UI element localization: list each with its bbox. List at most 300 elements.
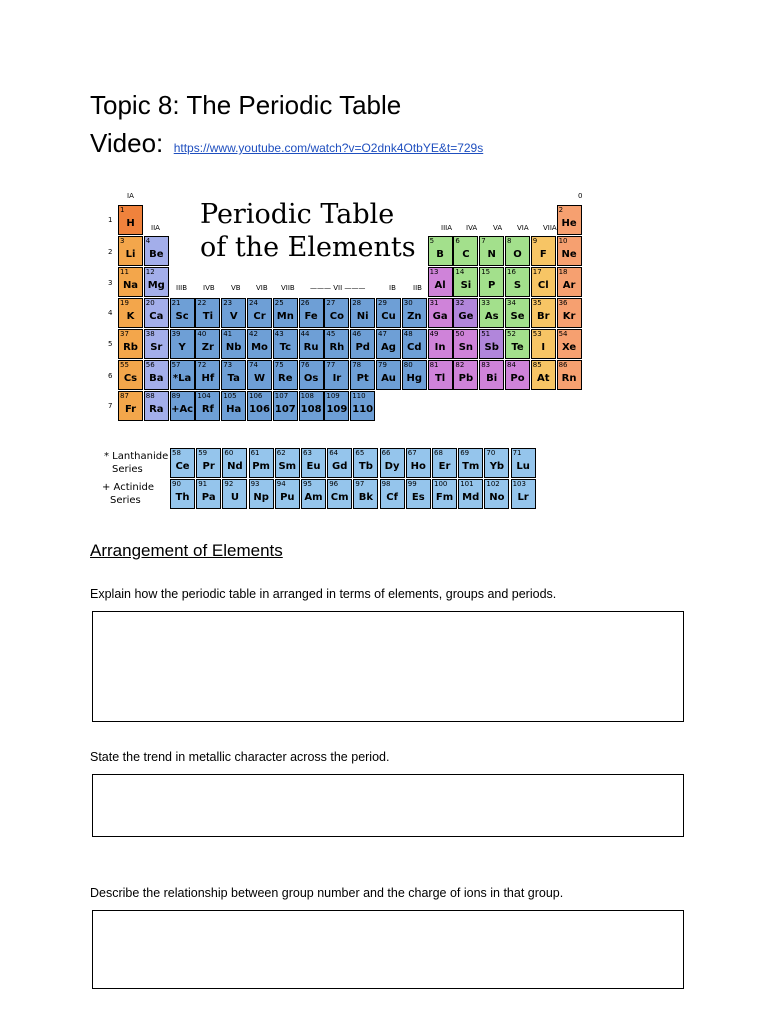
actinide-cell — [222, 479, 247, 509]
element-symbol: Se — [510, 311, 525, 322]
element-cell — [350, 360, 375, 390]
element-cell — [479, 298, 504, 328]
element-symbol: Fr — [124, 404, 137, 415]
element-cell — [505, 298, 530, 328]
atomic-number: 44 — [300, 330, 310, 338]
atomic-number: 77 — [326, 361, 336, 369]
element-symbol: Co — [329, 311, 344, 322]
lanthanide-cell — [196, 448, 221, 478]
actinide-cell — [301, 479, 326, 509]
element-symbol: As — [484, 311, 499, 322]
element-symbol: Pm — [252, 461, 270, 472]
period-label-3: 3 — [108, 279, 113, 287]
element-symbol: Ti — [202, 311, 214, 322]
atomic-number: 75 — [274, 361, 284, 369]
element-symbol: Ne — [561, 249, 577, 260]
element-symbol: He — [561, 218, 577, 229]
periodic-table-title-line2: of the Elements — [200, 232, 416, 263]
atomic-number: 70 — [486, 449, 496, 457]
lanthanide-cell — [327, 448, 352, 478]
atomic-number: 15 — [481, 268, 491, 276]
atomic-number: 6 — [455, 237, 460, 245]
element-symbol: Ni — [356, 311, 369, 322]
atomic-number: 67 — [407, 449, 417, 457]
element-symbol: Cd — [407, 342, 422, 353]
element-cell — [144, 298, 169, 328]
atomic-number: 28 — [352, 299, 362, 307]
atomic-number: 65 — [355, 449, 365, 457]
atomic-number: 87 — [120, 392, 129, 400]
atomic-number: 20 — [145, 299, 155, 307]
element-symbol: +Ac — [171, 404, 194, 415]
page-title: Topic 8: The Periodic Table — [90, 90, 402, 120]
atomic-number: 105 — [223, 392, 237, 400]
element-cell — [170, 360, 195, 390]
atomic-number: 32 — [455, 299, 465, 307]
atomic-number: 53 — [532, 330, 542, 338]
atomic-number: 22 — [197, 299, 207, 307]
element-symbol: Pd — [355, 342, 370, 353]
element-cell — [118, 267, 143, 297]
element-cell — [118, 329, 143, 359]
element-symbol: *La — [172, 373, 192, 384]
atomic-number: 11 — [120, 268, 129, 276]
group-label-7: VIIB — [281, 284, 295, 292]
period-label-5: 5 — [108, 340, 113, 348]
element-cell — [428, 360, 453, 390]
atomic-number: 5 — [429, 237, 435, 245]
element-cell — [221, 329, 246, 359]
period-label-7: 7 — [108, 402, 113, 410]
element-symbol: U — [230, 492, 239, 503]
element-cell — [247, 360, 272, 390]
atomic-number: 63 — [303, 449, 312, 457]
element-symbol: Sr — [150, 342, 163, 353]
element-symbol: 108 — [300, 404, 322, 415]
atomic-number: 72 — [197, 361, 207, 369]
period-label-1: 1 — [108, 216, 113, 224]
element-symbol: Ho — [410, 461, 426, 472]
element-symbol: Np — [253, 492, 269, 503]
group-label-8-10: ——— VII ——— — [310, 284, 366, 292]
lanthanide-label-line2: Series — [112, 464, 143, 475]
element-cell — [144, 360, 169, 390]
atomic-number: 108 — [300, 392, 314, 400]
question-1: Explain how the periodic table in arranged in terms of elements, groups and periods. — [90, 587, 557, 601]
atomic-number: 99 — [407, 480, 417, 488]
element-cell — [531, 236, 556, 266]
element-symbol: Ru — [303, 342, 319, 353]
atomic-number: 101 — [460, 480, 474, 488]
element-symbol: Zr — [201, 342, 214, 353]
element-cell — [118, 298, 143, 328]
atomic-number: 90 — [172, 480, 181, 488]
element-symbol: Rf — [201, 404, 214, 415]
atomic-number: 100 — [434, 480, 448, 488]
atomic-number: 74 — [249, 361, 258, 369]
atomic-number: 92 — [224, 480, 234, 488]
element-cell — [324, 391, 349, 421]
element-symbol: No — [489, 492, 505, 503]
element-symbol: Md — [462, 492, 480, 503]
element-cell — [479, 236, 504, 266]
atomic-number: 76 — [300, 361, 310, 369]
group-label-13: IIIA — [441, 224, 452, 232]
element-cell — [170, 391, 195, 421]
atomic-number: 81 — [429, 361, 439, 369]
element-symbol: Ga — [432, 311, 448, 322]
element-symbol: V — [229, 311, 238, 322]
element-symbol: C — [462, 249, 470, 260]
section-heading: Arrangement of Elements — [90, 541, 283, 560]
element-symbol: Br — [537, 311, 550, 322]
atomic-number: 52 — [507, 330, 516, 338]
lanthanide-cell — [432, 448, 457, 478]
element-symbol: Kr — [562, 311, 576, 322]
element-cell — [299, 329, 324, 359]
actinide-cell — [353, 479, 378, 509]
element-cell — [428, 267, 453, 297]
element-symbol: Be — [149, 249, 164, 260]
element-cell — [557, 298, 582, 328]
element-cell — [221, 360, 246, 390]
actinide-cell — [249, 479, 274, 509]
element-cell — [273, 391, 298, 421]
atomic-number: 3 — [120, 237, 125, 245]
atomic-number: 24 — [249, 299, 258, 307]
atomic-number: 40 — [197, 330, 207, 338]
element-symbol: Mo — [251, 342, 268, 353]
element-symbol: Hf — [201, 373, 215, 384]
element-symbol: B — [436, 249, 444, 260]
element-symbol: Fe — [304, 311, 318, 322]
group-label-5: VB — [231, 284, 241, 292]
atomic-number: 71 — [512, 449, 522, 457]
actinide-cell — [458, 479, 483, 509]
element-symbol: Ir — [332, 373, 342, 384]
periodic-table-title — [200, 198, 416, 264]
element-cell — [376, 329, 401, 359]
element-symbol: Bi — [486, 373, 498, 384]
atomic-number: 26 — [300, 299, 310, 307]
element-cell — [299, 298, 324, 328]
element-symbol: I — [541, 342, 546, 353]
atomic-number: 97 — [355, 480, 365, 488]
group-label-15: VA — [493, 224, 503, 232]
answer-box-3[interactable] — [92, 910, 684, 989]
element-symbol: Tc — [279, 342, 291, 353]
atomic-number: 93 — [250, 480, 260, 488]
answer-box-1[interactable] — [92, 611, 684, 722]
element-cell — [195, 298, 220, 328]
element-symbol: P — [488, 280, 496, 291]
element-symbol: F — [539, 249, 547, 260]
atomic-number: 2 — [558, 206, 564, 214]
atomic-number: 94 — [276, 480, 286, 488]
element-cell — [402, 360, 427, 390]
element-symbol: Sc — [175, 311, 189, 322]
element-cell — [273, 329, 298, 359]
atomic-number: 12 — [145, 268, 155, 276]
atomic-number: 60 — [224, 449, 234, 457]
element-symbol: Cf — [386, 492, 398, 503]
atomic-number: 18 — [558, 268, 568, 276]
element-symbol: O — [513, 249, 522, 260]
actinide-cell — [275, 479, 300, 509]
atomic-number: 27 — [326, 299, 336, 307]
element-cell — [221, 391, 246, 421]
atomic-number: 56 — [145, 361, 155, 369]
element-symbol: Sb — [484, 342, 499, 353]
atomic-number: 39 — [171, 330, 181, 338]
element-cell — [505, 360, 530, 390]
element-cell — [505, 236, 530, 266]
actinide-label-line1: + Actinide — [102, 482, 155, 493]
element-cell — [118, 391, 143, 421]
element-cell — [557, 360, 582, 390]
element-cell — [453, 329, 478, 359]
atomic-number: 88 — [145, 392, 155, 400]
atomic-number: 107 — [274, 392, 289, 400]
element-cell — [195, 391, 220, 421]
element-cell — [557, 236, 582, 266]
element-cell — [376, 298, 401, 328]
atomic-number: 45 — [326, 330, 336, 338]
element-cell — [299, 360, 324, 390]
periodic-table-title-line1: Periodic Table — [200, 199, 395, 230]
atomic-number: 73 — [223, 361, 233, 369]
element-symbol: Li — [125, 249, 136, 260]
element-cell — [453, 298, 478, 328]
element-cell — [299, 391, 324, 421]
element-symbol: S — [513, 280, 522, 291]
atomic-number: 69 — [460, 449, 470, 457]
element-symbol: Ar — [562, 280, 576, 291]
element-symbol: Eu — [306, 461, 321, 472]
element-cell — [144, 236, 169, 266]
element-symbol: Ag — [381, 342, 396, 353]
atomic-number: 58 — [172, 449, 181, 457]
element-symbol: Hg — [406, 373, 423, 384]
element-cell — [195, 329, 220, 359]
element-cell — [273, 298, 298, 328]
element-symbol: 110 — [352, 404, 374, 415]
element-cell — [324, 360, 349, 390]
element-symbol: Ta — [227, 373, 240, 384]
actinide-cell — [196, 479, 221, 509]
element-cell — [350, 298, 375, 328]
period-label-6: 6 — [108, 372, 113, 380]
lanthanide-cell — [458, 448, 483, 478]
atomic-number: 80 — [403, 361, 413, 369]
element-cell — [324, 298, 349, 328]
element-symbol: Nd — [227, 461, 243, 472]
atomic-number: 110 — [352, 392, 366, 400]
element-cell — [531, 267, 556, 297]
atomic-number: 46 — [352, 330, 362, 338]
lanthanide-cell — [301, 448, 326, 478]
group-label-2: IIA — [151, 224, 160, 232]
element-symbol: Pa — [201, 492, 216, 503]
atomic-number: 42 — [249, 330, 258, 338]
atomic-number: 25 — [274, 299, 284, 307]
element-cell — [247, 329, 272, 359]
lanthanide-cell — [511, 448, 536, 478]
video-link[interactable]: https://www.youtube.com/watch?v=O2dnk4OtbYE&t=729s — [173, 141, 484, 155]
atomic-number: 84 — [507, 361, 516, 369]
element-symbol: Yb — [489, 461, 505, 472]
element-cell — [453, 267, 478, 297]
element-cell — [350, 391, 375, 421]
lanthanide-label-line1: * Lanthanide — [104, 451, 169, 462]
element-cell — [479, 360, 504, 390]
lanthanide-cell — [406, 448, 431, 478]
atomic-number: 7 — [481, 237, 486, 245]
element-cell — [118, 360, 143, 390]
lanthanide-cell — [170, 448, 195, 478]
element-symbol: Mg — [147, 280, 165, 291]
element-symbol: Ra — [149, 404, 164, 415]
atomic-number: 36 — [558, 299, 568, 307]
video-line — [90, 128, 483, 159]
element-symbol: Tl — [434, 373, 446, 384]
atomic-number: 55 — [120, 361, 129, 369]
group-label-3: IIIB — [176, 284, 187, 292]
element-symbol: 109 — [326, 404, 348, 415]
atomic-number: 1 — [120, 206, 125, 214]
group-label-17: VIIA — [543, 224, 557, 232]
atomic-number: 31 — [429, 299, 439, 307]
element-symbol: Po — [510, 373, 525, 384]
element-cell — [505, 267, 530, 297]
element-symbol: Cs — [123, 373, 138, 384]
element-symbol: 107 — [274, 404, 296, 415]
element-cell — [428, 298, 453, 328]
atomic-number: 48 — [403, 330, 413, 338]
element-symbol: Pb — [458, 373, 474, 384]
element-symbol: Cl — [537, 280, 549, 291]
atomic-number: 54 — [558, 330, 568, 338]
element-symbol: 106 — [249, 404, 270, 415]
group-label-18: 0 — [578, 192, 583, 200]
element-cell — [247, 391, 272, 421]
atomic-number: 23 — [223, 299, 233, 307]
element-cell — [479, 329, 504, 359]
atomic-number: 4 — [145, 237, 151, 245]
atomic-number: 29 — [378, 299, 387, 307]
element-symbol: Te — [511, 342, 524, 353]
atomic-number: 51 — [481, 330, 491, 338]
atomic-number: 86 — [558, 361, 568, 369]
element-symbol: Th — [175, 492, 190, 503]
element-symbol: Dy — [384, 461, 400, 472]
element-cell — [557, 267, 582, 297]
atomic-number: 9 — [532, 237, 538, 245]
element-symbol: Lu — [516, 461, 530, 472]
video-label: Video: — [90, 128, 164, 158]
atomic-number: 10 — [558, 237, 568, 245]
element-cell — [531, 329, 556, 359]
atomic-number: 98 — [381, 480, 391, 488]
lanthanide-series-label — [104, 450, 168, 476]
element-cell — [557, 205, 582, 235]
element-symbol: Au — [381, 373, 396, 384]
atomic-number: 82 — [455, 361, 465, 369]
atomic-number: 96 — [329, 480, 339, 488]
element-symbol: Cu — [381, 311, 396, 322]
atomic-number: 102 — [486, 480, 500, 488]
atomic-number: 66 — [381, 449, 391, 457]
element-cell — [479, 267, 504, 297]
element-symbol: Fm — [435, 492, 454, 503]
atomic-number: 61 — [250, 449, 260, 457]
element-cell — [273, 360, 298, 390]
element-cell — [324, 329, 349, 359]
atomic-number: 35 — [532, 299, 542, 307]
element-symbol: At — [537, 373, 550, 384]
group-label-1: IA — [127, 192, 134, 200]
element-symbol: Am — [304, 492, 323, 503]
atomic-number: 37 — [120, 330, 129, 338]
element-cell — [170, 329, 195, 359]
atomic-number: 34 — [507, 299, 516, 307]
actinide-series-label — [102, 481, 154, 507]
element-symbol: Re — [278, 373, 293, 384]
actinide-cell — [484, 479, 509, 509]
element-symbol: Gd — [332, 461, 348, 472]
atomic-number: 17 — [532, 268, 542, 276]
element-symbol: Cr — [253, 311, 266, 322]
element-symbol: Nb — [225, 342, 242, 353]
atomic-number: 104 — [197, 392, 211, 400]
atomic-number: 47 — [378, 330, 387, 338]
question-3: Describe the relationship between group number and the charge of ions in that group. — [90, 886, 564, 900]
atomic-number: 43 — [274, 330, 284, 338]
element-cell — [531, 298, 556, 328]
element-symbol: H — [126, 218, 135, 229]
element-symbol: Lr — [517, 492, 529, 503]
actinide-cell — [327, 479, 352, 509]
element-cell — [350, 329, 375, 359]
element-symbol: Rh — [329, 342, 345, 353]
answer-box-2[interactable] — [92, 774, 684, 837]
lanthanide-cell — [380, 448, 405, 478]
element-symbol: Sn — [458, 342, 474, 353]
element-symbol: Os — [303, 373, 319, 384]
atomic-number: 33 — [481, 299, 491, 307]
element-cell — [557, 329, 582, 359]
element-cell — [505, 329, 530, 359]
element-symbol: Si — [460, 280, 472, 291]
element-symbol: Ba — [149, 373, 164, 384]
atomic-number: 91 — [198, 480, 208, 488]
element-symbol: Y — [178, 342, 186, 353]
actinide-label-line2: Series — [110, 495, 141, 506]
element-symbol: In — [434, 342, 446, 353]
element-symbol: Tb — [358, 461, 373, 472]
atomic-number: 79 — [378, 361, 387, 369]
element-symbol: Rn — [561, 373, 577, 384]
element-cell — [376, 360, 401, 390]
atomic-number: 8 — [507, 237, 512, 245]
element-symbol: Er — [438, 461, 451, 472]
element-symbol: Xe — [561, 342, 577, 353]
element-symbol: Cm — [330, 492, 349, 503]
group-label-16: VIA — [517, 224, 529, 232]
atomic-number: 50 — [455, 330, 465, 338]
group-label-12: IIB — [413, 284, 422, 292]
element-cell — [402, 298, 427, 328]
